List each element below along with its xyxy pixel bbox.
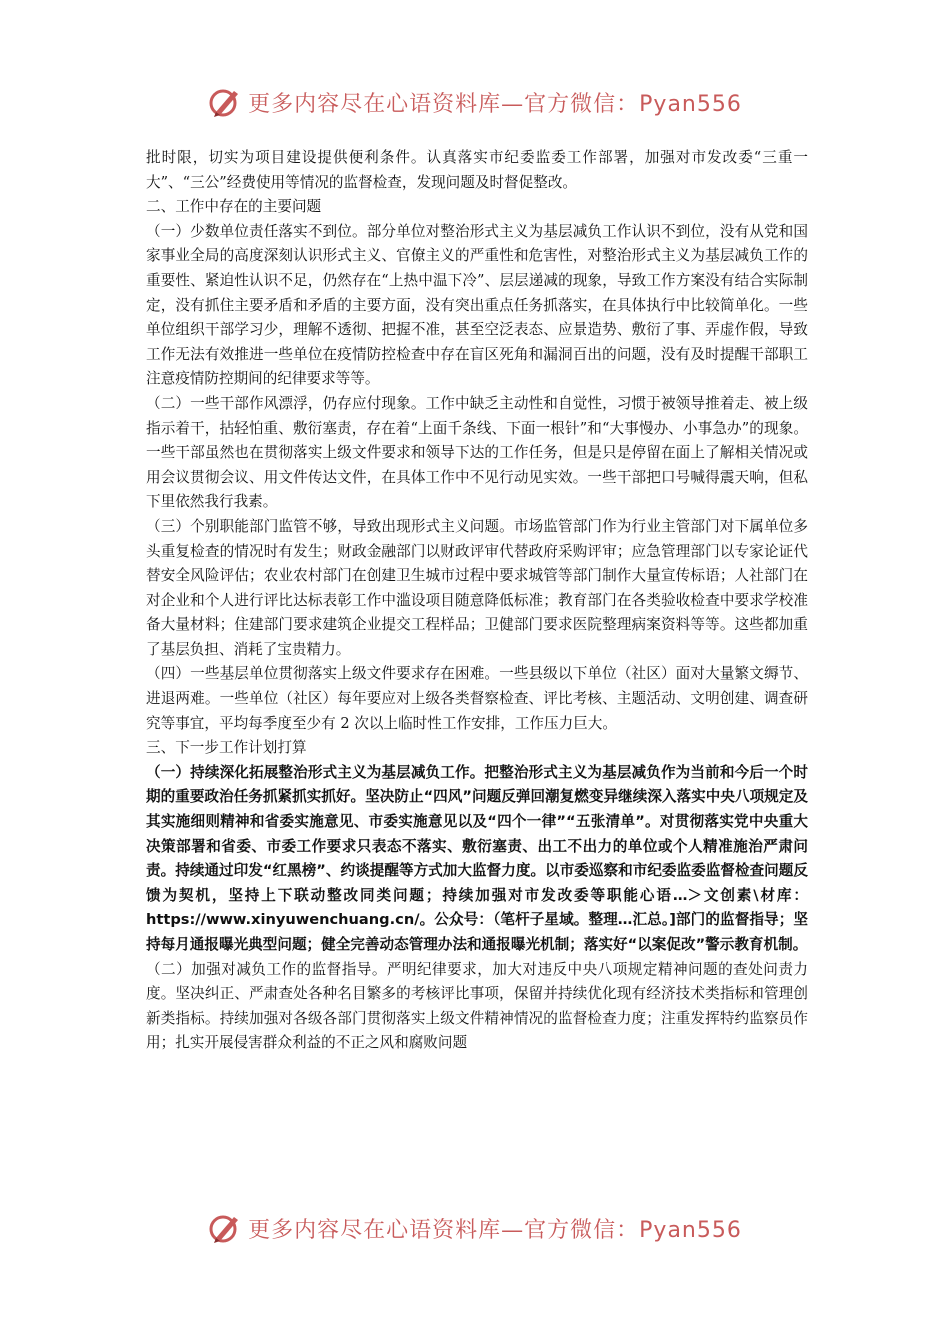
header-banner (0, 82, 950, 122)
banner-text: 更多内容尽在心语资料库—官方微信：Pyan556 (248, 1217, 742, 1243)
paragraph-problem-1: （一）少数单位责任落实不到位。部分单位对整治形式主义为基层减负工作认识不到位，没有从党和国家事业全局的高度深刻认识形式主义、官僚主义的严重性和危害性，对整治形式主义为基层减负工作的重要性、紧迫性认识不足，仍然存在“上热中温下冷”、层层递减的现象，导致工作方案没有结合实际制定，没有抓住主要矛盾和矛盾的主要方面，没有突出重点任务抓落实，在具体执行中比较简单化。一些单位组织干部学习少，理解不透彻、把握不准，甚至空泛表态、应景造势、敷衍了事、弄虚作假，导致工作无法有效推进一些单位在疫情防控检查中存在盲区死角和漏洞百出的问题，没有及时提醒干部职工注意疫情防控期间的纪律要求等等。 (146, 222, 808, 388)
pen-logo-icon (208, 85, 242, 119)
banner-text: 更多内容尽在心语资料库—官方微信：Pyan556 (248, 91, 742, 117)
paragraph-problem-2: （二）一些干部作风漂浮，仍存应付现象。工作中缺乏主动性和自觉性，习惯于被领导推着走、被上级指示着干，拈轻怕重、敷衍塞责，存在着“上面千条线、下面一根针”和“大事慢办、小事急办”的现象。一些干部虽然也在贯彻落实上级文件要求和领导下达的工作任务，但是只是停留在面上了解相关情况或用会议贯彻会议、用文件传达文件，在具体工作中不见行动见实效。一些干部把口号喊得震天响，但私下里依然我行我素。 (146, 394, 808, 511)
footer-banner (0, 1208, 950, 1248)
pen-logo-icon (208, 1211, 242, 1245)
document-body (146, 146, 808, 1056)
paragraph-problem-3: （三）个别职能部门监管不够，导致出现形式主义问题。市场监管部门作为行业主管部门对下属单位多头重复检查的情况时有发生；财政金融部门以财政评审代替政府采购评审；应急管理部门以专家论证代替安全风险评估；农业农村部门在创建卫生城市过程中要求城管等部门制作大量宣传标语；人社部门在对企业和个人进行评比达标表彰工作中滥设项目随意降低标准；教育部门在各类验收检查中要求学校准备大量材料；住建部门要求建筑企业提交工程样品；卫健部门要求医院整理病案资料等等。这些都加重了基层负担、消耗了宝贵精力。 (146, 517, 808, 658)
section-heading-problems: 二、工作中存在的主要问题 (146, 198, 322, 216)
paragraph-plan-1: （一）持续深化拓展整治形式主义为基层减负工作。把整治形式主义为基层减负作为当前和今后一个时期的重要政治任务抓紧抓实抓好。坚决防止“四风”问题反弹回潮复燃变异继续深入落实中央八项规定及其实施细则精神和省委实施意见、市委实施意见以及“四个一律”“五张清单”。对贯彻落实党中央重大决策部署和省委、市委工作要求只表态不落实、敷衍塞责、出工不出力的单位或个人精准施治严肃问责。持续通过印发“红黑榜”、约谈提醒等方式加大监督力度。以市委巡察和市纪委监委监督检查问题反馈为契机，坚持上下联动整改同类问题；持续加强对市发改委等职能心语…＞文创素\材库：https://www.xinyuwenchuang.cn/。公众号：（笔杆子星域。整理…汇总。]部门的监督指导；坚持每月通报曝光典型问题；健全完善动态管理办法和通报曝光机制；落实好“以案促改”警示教育机制。 (146, 763, 808, 953)
paragraph-plan-2: （二）加强对减负工作的监督指导。严明纪律要求，加大对违反中央八项规定精神问题的查处问责力度。坚决纠正、严肃查处各种名目繁多的考核评比事项，保留并持续优化现有经济技术类指标和管理创新类指标。持续加强对各级各部门贯彻落实上级文件精神情况的监督检查力度；注重发挥特约监察员作用；扎实开展侵害群众利益的不正之风和腐败问题 (146, 960, 808, 1052)
section-heading-plan: 三、下一步工作计划打算 (146, 739, 307, 757)
paragraph-intro: 批时限，切实为项目建设提供便利条件。认真落实市纪委监委工作部署，加强对市发改委“三重一大”、“三公”经费使用等情况的监督检查，发现问题及时督促整改。 (146, 149, 808, 191)
paragraph-problem-4: （四）一些基层单位贯彻落实上级文件要求存在困难。一些县级以下单位（社区）面对大量繁文缛节、进退两难。一些单位（社区）每年要应对上级各类督察检查、评比考核、主题活动、文明创建、调查研究等事宜，平均每季度至少有 2 次以上临时性工作安排，工作压力巨大。 (146, 665, 808, 732)
